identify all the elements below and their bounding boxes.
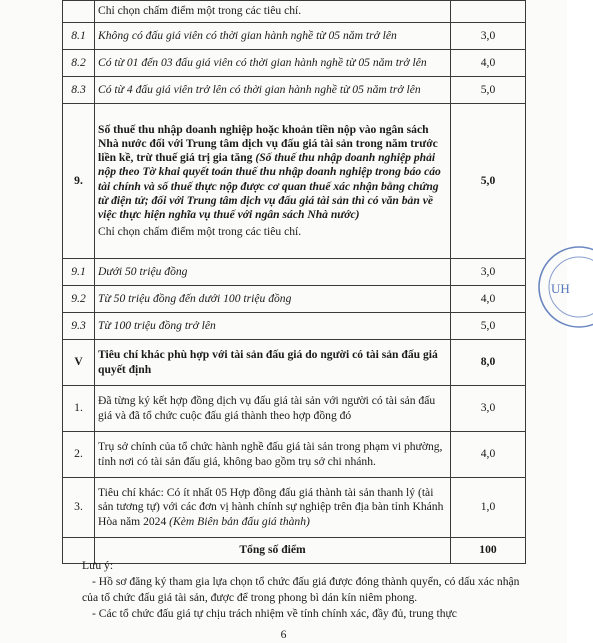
row-number: 8.3 [63, 77, 95, 104]
row-criteria: Dưới 50 triệu đồng [95, 259, 451, 286]
row-number: 9. [63, 104, 95, 259]
row-criteria: Có từ 01 đến 03 đấu giá viên có thời gian hành nghề từ 05 năm trở lên [95, 50, 451, 77]
notes-line: - Hồ sơ đăng ký tham gia lựa chọn tổ chức đấu giá được đóng thành quyển, có dấu xác nhận của tổ chức đấu giá tài sản, được để trong phong bì dán kín niêm phong. [82, 575, 520, 604]
total-points: 100 [451, 538, 526, 564]
row-points: 5,0 [451, 313, 526, 340]
row-criteria [95, 478, 451, 538]
criteria-text: Tiêu chí khác: Có ít nhất 05 Hợp đồng đấu giá thành tài sản thanh lý (tài sản tương tự) với các đơn vị hành chính sự nghiệp trên địa bàn tỉnh Khánh Hòa năm 2024 [98, 486, 444, 528]
table-row [63, 104, 526, 259]
notes-line: - Các tổ chức đấu giá tự chịu trách nhiệm về tính chính xác, đầy đủ, trung thực [92, 607, 457, 620]
table-row [63, 386, 526, 432]
row-points: 5,0 [451, 77, 526, 104]
row-number: 3. [63, 478, 95, 538]
table-row [63, 432, 526, 478]
row-criteria: Tiêu chí khác phù hợp với tài sản đấu giá do người có tài sản đấu giá quyết định [95, 340, 451, 386]
row-criteria: Từ 100 triệu đồng trở lên [95, 313, 451, 340]
table-row [63, 50, 526, 77]
row-points: 4,0 [451, 432, 526, 478]
table-row [63, 340, 526, 386]
table-row [63, 478, 526, 538]
table-row [63, 259, 526, 286]
total-label: Tổng số điểm [95, 538, 451, 564]
row-number: 8.2 [63, 50, 95, 77]
table-row [63, 313, 526, 340]
page-number: 6 [280, 628, 287, 641]
row-points: 4,0 [451, 50, 526, 77]
criteria-note: (Số thuế thu nhập doanh nghiệp phải nộp theo Tờ khai quyết toán thuế thu nhập doanh nghiệp trong báo cáo tài chính và số thuế thực nộp được cơ quan thuế xác nhận bằng chứng từ điện tử; đối với Trung tâm dịch vụ đấu giá tài sản thì có văn bản về việc thực hiện nghĩa vụ thuế với ngân sách Nhà nước) [98, 151, 441, 221]
row-points: 1,0 [451, 478, 526, 538]
row-number: 8.1 [63, 23, 95, 50]
seal-stamp [537, 237, 593, 337]
row-number: 9.3 [63, 313, 95, 340]
row-number [63, 1, 95, 23]
row-criteria: Trụ sở chính của tổ chức hành nghề đấu giá tài sản trong phạm vi phường, tỉnh nơi có tài sản đấu giá, không bao gồm trụ sở chi nhánh. [95, 432, 451, 478]
criteria-instruction: Chỉ chọn chấm điểm một trong các tiêu chí. [98, 225, 302, 239]
row-criteria: Không có đấu giá viên có thời gian hành nghề từ 05 năm trở lên [95, 23, 451, 50]
svg-text:UH: UH [551, 281, 570, 296]
notes-heading: Lưu ý: [82, 559, 114, 572]
row-criteria: Từ 50 triệu đồng đến dưới 100 triệu đồng [95, 286, 451, 313]
row-points: 5,0 [451, 104, 526, 259]
row-number: 2. [63, 432, 95, 478]
row-number: 1. [63, 386, 95, 432]
row-points [451, 1, 526, 23]
row-points: 3,0 [451, 386, 526, 432]
row-criteria: Có từ 4 đấu giá viên trở lên có thời gian hành nghề từ 05 năm trở lên [95, 77, 451, 104]
criteria-attachment: (Kèm Biên bản đấu giá thành) [169, 514, 310, 528]
row-number: V [63, 340, 95, 386]
scoring-table [62, 0, 526, 564]
row-criteria: Đã từng ký kết hợp đồng dịch vụ đấu giá tài sản với người có tài sản đấu giá và đã tổ chức cuộc đấu giá thành theo hợp đồng đó [95, 386, 451, 432]
table-row [63, 23, 526, 50]
table-row [63, 77, 526, 104]
row-points: 3,0 [451, 259, 526, 286]
row-points: 3,0 [451, 23, 526, 50]
row-number: 9.2 [63, 286, 95, 313]
row-number: 9.1 [63, 259, 95, 286]
notes [82, 558, 532, 622]
criteria-title: Số thuế thu nhập doanh nghiệp hoặc khoản tiền nộp vào ngân sách Nhà nước đối với Trung tâm dịch vụ đấu giá tài sản trong năm trước liền kề, trừ thuế giá trị gia tăng [98, 122, 438, 165]
row-criteria: Chỉ chọn chấm điểm một trong các tiêu chí. [95, 1, 451, 23]
row-points: 4,0 [451, 286, 526, 313]
table-row [63, 1, 526, 23]
row-points: 8,0 [451, 340, 526, 386]
table-row [63, 286, 526, 313]
row-criteria [95, 104, 451, 259]
